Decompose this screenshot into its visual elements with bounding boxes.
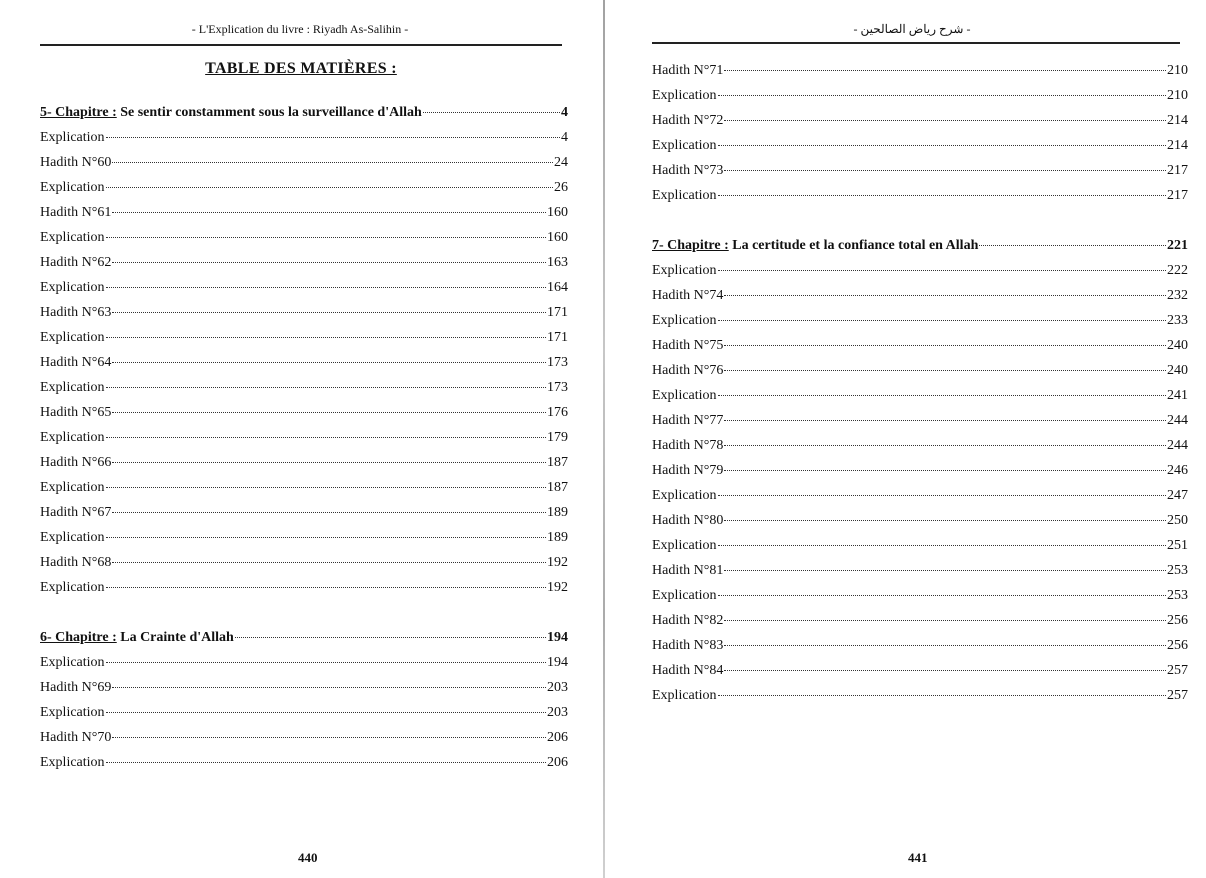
page-number: 441 bbox=[908, 850, 928, 865]
entry-label: Hadith N°77 bbox=[652, 413, 724, 428]
page-ref: 173 bbox=[547, 355, 568, 370]
toc-entry[interactable] bbox=[40, 755, 568, 780]
entry-label: Hadith N°81 bbox=[652, 563, 724, 578]
page-ref: 4 bbox=[561, 130, 568, 145]
page-ref: 192 bbox=[547, 555, 568, 570]
page-ref: 171 bbox=[547, 330, 568, 345]
toc-entry[interactable] bbox=[652, 88, 1188, 113]
toc-entry[interactable] bbox=[40, 580, 568, 605]
entry-label: Explication bbox=[40, 280, 105, 295]
entry-label: Explication bbox=[652, 313, 717, 328]
entry-label: Hadith N°65 bbox=[40, 405, 112, 420]
entry-label: Explication bbox=[40, 230, 105, 245]
dot-leader bbox=[724, 645, 1166, 646]
entry-label: Explication bbox=[652, 138, 717, 153]
toc-entry[interactable] bbox=[652, 688, 1188, 713]
chapter-number: 5- Chapitre : bbox=[40, 105, 117, 120]
running-header: - شرح رياض الصالحين - bbox=[853, 22, 971, 36]
page-ref: 232 bbox=[1167, 288, 1188, 303]
toc-entry[interactable] bbox=[40, 255, 568, 280]
page-ref: 233 bbox=[1167, 313, 1188, 328]
page-ref: 24 bbox=[554, 155, 568, 170]
page-ref: 189 bbox=[547, 530, 568, 545]
page-ref: 206 bbox=[547, 755, 568, 770]
dot-leader bbox=[724, 345, 1166, 346]
toc-entry[interactable] bbox=[652, 138, 1188, 163]
toc-entry[interactable] bbox=[652, 263, 1188, 288]
chapter-title: Se sentir constamment sous la surveillance d'Allah bbox=[116, 105, 422, 120]
dot-leader bbox=[724, 570, 1166, 571]
entry-label: Hadith N°70 bbox=[40, 730, 112, 745]
page-ref: 217 bbox=[1167, 188, 1188, 203]
page-ref: 214 bbox=[1167, 138, 1188, 153]
entry-label: Explication bbox=[40, 580, 105, 595]
toc-entry[interactable] bbox=[652, 538, 1188, 563]
chapter-title: La Crainte d'Allah bbox=[116, 630, 234, 645]
toc-entry[interactable] bbox=[40, 280, 568, 305]
dot-leader bbox=[106, 287, 546, 288]
dot-leader bbox=[112, 212, 546, 213]
right-page bbox=[608, 0, 1206, 878]
toc-entry[interactable] bbox=[652, 313, 1188, 338]
entry-label: Explication bbox=[40, 655, 105, 670]
page-ref: 163 bbox=[547, 255, 568, 270]
toc-entry[interactable] bbox=[40, 305, 568, 330]
left-page bbox=[0, 0, 600, 878]
page-ref: 257 bbox=[1167, 663, 1188, 678]
chapter-heading[interactable] bbox=[40, 105, 568, 130]
toc-entry[interactable] bbox=[40, 230, 568, 255]
page-ref: 256 bbox=[1167, 638, 1188, 653]
toc-entry[interactable] bbox=[40, 430, 568, 455]
page-ref: 26 bbox=[554, 180, 568, 195]
entry-label: Explication bbox=[652, 188, 717, 203]
entry-label: Explication bbox=[40, 705, 105, 720]
entry-label: Explication bbox=[40, 380, 105, 395]
page-ref: 240 bbox=[1167, 363, 1188, 378]
page-ref: 257 bbox=[1167, 688, 1188, 703]
dot-leader bbox=[724, 170, 1166, 171]
toc-entry[interactable] bbox=[652, 513, 1188, 538]
toc-entry[interactable] bbox=[652, 438, 1188, 463]
toc-list bbox=[652, 63, 1188, 713]
dot-leader bbox=[724, 370, 1166, 371]
toc-entry[interactable] bbox=[652, 163, 1188, 188]
entry-label: Explication bbox=[652, 538, 717, 553]
dot-leader bbox=[112, 512, 546, 513]
entry-label: Hadith N°72 bbox=[652, 113, 724, 128]
entry-label: Explication bbox=[652, 588, 717, 603]
page-ref: 221 bbox=[1167, 238, 1188, 253]
toc-entry[interactable] bbox=[40, 380, 568, 405]
entry-label: Hadith N°83 bbox=[652, 638, 724, 653]
toc-entry[interactable] bbox=[40, 455, 568, 480]
entry-label: Hadith N°84 bbox=[652, 663, 724, 678]
chapter-number: 6- Chapitre : bbox=[40, 630, 117, 645]
toc-entry[interactable] bbox=[652, 363, 1188, 388]
header-rule bbox=[40, 44, 562, 46]
page-ref: 256 bbox=[1167, 613, 1188, 628]
dot-leader bbox=[112, 362, 546, 363]
page-ref: 187 bbox=[547, 480, 568, 495]
page-ref: 160 bbox=[547, 205, 568, 220]
dot-leader bbox=[718, 595, 1166, 596]
header-rule bbox=[652, 42, 1180, 44]
entry-label: Explication bbox=[652, 388, 717, 403]
dot-leader bbox=[718, 320, 1166, 321]
dot-leader bbox=[979, 245, 1166, 246]
toc-list bbox=[40, 105, 568, 780]
chapter-heading[interactable] bbox=[652, 238, 1188, 263]
dot-leader bbox=[718, 95, 1166, 96]
toc-entry[interactable] bbox=[40, 405, 568, 430]
running-header: - L'Explication du livre : Riyadh As-Salihin - bbox=[191, 22, 409, 36]
dot-leader bbox=[724, 70, 1166, 71]
dot-leader bbox=[724, 670, 1166, 671]
entry-label: Hadith N°75 bbox=[652, 338, 724, 353]
chapter-number: 7- Chapitre : bbox=[652, 238, 729, 253]
page-ref: 251 bbox=[1167, 538, 1188, 553]
dot-leader bbox=[106, 237, 546, 238]
page-ref: 253 bbox=[1167, 588, 1188, 603]
entry-label: Hadith N°74 bbox=[652, 288, 724, 303]
page-ref: 244 bbox=[1167, 413, 1188, 428]
page-ref: 247 bbox=[1167, 488, 1188, 503]
entry-label: Hadith N°78 bbox=[652, 438, 724, 453]
toc-entry[interactable] bbox=[652, 613, 1188, 638]
dot-leader bbox=[106, 587, 546, 588]
dot-leader bbox=[112, 462, 546, 463]
toc-entry[interactable] bbox=[40, 130, 568, 155]
dot-leader bbox=[106, 662, 546, 663]
page-ref: 246 bbox=[1167, 463, 1188, 478]
dot-leader bbox=[724, 470, 1166, 471]
dot-leader bbox=[718, 145, 1166, 146]
dot-leader bbox=[106, 337, 546, 338]
toc-entry[interactable] bbox=[40, 655, 568, 680]
entry-label: Hadith N°62 bbox=[40, 255, 112, 270]
toc-entry[interactable] bbox=[40, 705, 568, 730]
toc-entry[interactable] bbox=[40, 480, 568, 505]
page-ref: 173 bbox=[547, 380, 568, 395]
page-ref: 222 bbox=[1167, 263, 1188, 278]
entry-label: Explication bbox=[40, 755, 105, 770]
page-ref: 4 bbox=[561, 105, 568, 120]
entry-label: Hadith N°68 bbox=[40, 555, 112, 570]
entry-label: Hadith N°76 bbox=[652, 363, 724, 378]
toc-entry[interactable] bbox=[652, 588, 1188, 613]
page-ref: 244 bbox=[1167, 438, 1188, 453]
entry-label: Explication bbox=[40, 430, 105, 445]
entry-label: Hadith N°66 bbox=[40, 455, 112, 470]
page-ref: 192 bbox=[547, 580, 568, 595]
entry-label: Explication bbox=[652, 88, 717, 103]
entry-label: Explication bbox=[40, 330, 105, 345]
book-gutter bbox=[603, 0, 605, 878]
entry-label: Hadith N°79 bbox=[652, 463, 724, 478]
toc-entry[interactable] bbox=[652, 288, 1188, 313]
dot-leader bbox=[112, 312, 546, 313]
entry-label: Explication bbox=[40, 180, 105, 195]
page-ref: 194 bbox=[547, 630, 568, 645]
toc-entry[interactable] bbox=[40, 355, 568, 380]
toc-entry[interactable] bbox=[40, 330, 568, 355]
dot-leader bbox=[112, 562, 546, 563]
entry-label: Explication bbox=[652, 488, 717, 503]
entry-label: Explication bbox=[652, 688, 717, 703]
dot-leader bbox=[718, 395, 1166, 396]
toc-entry[interactable] bbox=[40, 155, 568, 180]
dot-leader bbox=[106, 712, 546, 713]
toc-entry[interactable] bbox=[652, 563, 1188, 588]
dot-leader bbox=[718, 195, 1166, 196]
dot-leader bbox=[724, 295, 1166, 296]
toc-entry[interactable] bbox=[652, 338, 1188, 363]
page-ref: 187 bbox=[547, 455, 568, 470]
dot-leader bbox=[112, 412, 546, 413]
entry-label: Hadith N°61 bbox=[40, 205, 112, 220]
section-gap bbox=[40, 605, 568, 630]
dot-leader bbox=[718, 270, 1166, 271]
page-ref: 160 bbox=[547, 230, 568, 245]
toc-entry[interactable] bbox=[652, 388, 1188, 413]
dot-leader bbox=[106, 762, 546, 763]
page-ref: 189 bbox=[547, 505, 568, 520]
toc-entry[interactable] bbox=[40, 680, 568, 705]
dot-leader bbox=[112, 737, 546, 738]
page-ref: 217 bbox=[1167, 163, 1188, 178]
toc-entry[interactable] bbox=[652, 488, 1188, 513]
toc-entry[interactable] bbox=[652, 663, 1188, 688]
page-ref: 194 bbox=[547, 655, 568, 670]
toc-entry[interactable] bbox=[40, 530, 568, 555]
dot-leader bbox=[724, 620, 1166, 621]
entry-label: Explication bbox=[40, 530, 105, 545]
dot-leader bbox=[106, 487, 546, 488]
toc-entry[interactable] bbox=[652, 413, 1188, 438]
entry-label: Hadith N°71 bbox=[652, 63, 724, 78]
page-ref: 203 bbox=[547, 705, 568, 720]
entry-label: Explication bbox=[652, 263, 717, 278]
chapter-title: La certitude et la confiance total en Allah bbox=[728, 238, 979, 253]
dot-leader bbox=[106, 437, 546, 438]
entry-label: Explication bbox=[40, 130, 105, 145]
toc-entry[interactable] bbox=[40, 505, 568, 530]
page-ref: 203 bbox=[547, 680, 568, 695]
dot-leader bbox=[106, 187, 553, 188]
dot-leader bbox=[235, 637, 546, 638]
entry-label: Hadith N°69 bbox=[40, 680, 112, 695]
toc-entry[interactable] bbox=[40, 730, 568, 755]
toc-entry[interactable] bbox=[40, 205, 568, 230]
dot-leader bbox=[724, 120, 1166, 121]
toc-entry[interactable] bbox=[40, 555, 568, 580]
dot-leader bbox=[718, 495, 1166, 496]
dot-leader bbox=[106, 137, 560, 138]
page-ref: 253 bbox=[1167, 563, 1188, 578]
page-ref: 171 bbox=[547, 305, 568, 320]
page-number: 440 bbox=[298, 850, 318, 865]
section-gap bbox=[652, 213, 1188, 238]
entry-label: Explication bbox=[40, 480, 105, 495]
page-ref: 210 bbox=[1167, 63, 1188, 78]
toc-entry[interactable] bbox=[652, 188, 1188, 213]
dot-leader bbox=[423, 112, 560, 113]
page-ref: 250 bbox=[1167, 513, 1188, 528]
page-ref: 179 bbox=[547, 430, 568, 445]
page-ref: 214 bbox=[1167, 113, 1188, 128]
page-ref: 164 bbox=[547, 280, 568, 295]
toc-title: TABLE DES MATIÈRES : bbox=[205, 60, 397, 77]
page-ref: 206 bbox=[547, 730, 568, 745]
dot-leader bbox=[724, 420, 1166, 421]
page-ref: 176 bbox=[547, 405, 568, 420]
entry-label: Hadith N°67 bbox=[40, 505, 112, 520]
entry-label: Hadith N°82 bbox=[652, 613, 724, 628]
dot-leader bbox=[718, 695, 1166, 696]
toc-entry[interactable] bbox=[40, 180, 568, 205]
dot-leader bbox=[106, 537, 546, 538]
dot-leader bbox=[718, 545, 1166, 546]
entry-label: Hadith N°60 bbox=[40, 155, 112, 170]
dot-leader bbox=[106, 387, 546, 388]
dot-leader bbox=[724, 520, 1166, 521]
page-ref: 240 bbox=[1167, 338, 1188, 353]
dot-leader bbox=[724, 445, 1166, 446]
toc-entry[interactable] bbox=[652, 63, 1188, 88]
entry-label: Hadith N°64 bbox=[40, 355, 112, 370]
dot-leader bbox=[112, 262, 546, 263]
toc-entry[interactable] bbox=[652, 113, 1188, 138]
entry-label: Hadith N°80 bbox=[652, 513, 724, 528]
entry-label: Hadith N°73 bbox=[652, 163, 724, 178]
toc-entry[interactable] bbox=[652, 638, 1188, 663]
dot-leader bbox=[112, 687, 546, 688]
page-ref: 241 bbox=[1167, 388, 1188, 403]
chapter-heading[interactable] bbox=[40, 630, 568, 655]
dot-leader bbox=[112, 162, 553, 163]
page-ref: 210 bbox=[1167, 88, 1188, 103]
entry-label: Hadith N°63 bbox=[40, 305, 112, 320]
toc-entry[interactable] bbox=[652, 463, 1188, 488]
